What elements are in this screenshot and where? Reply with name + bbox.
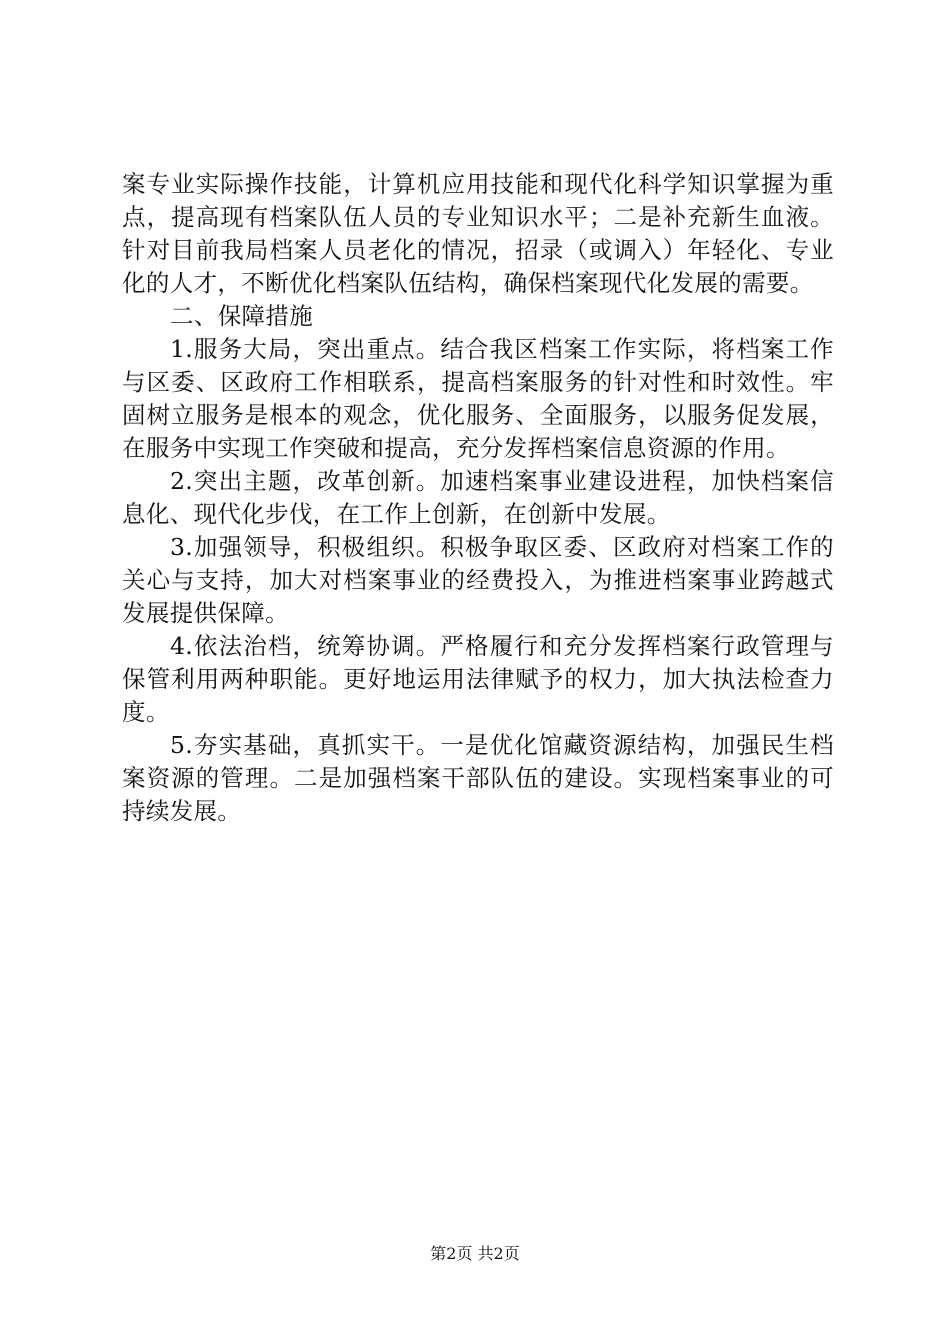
paragraph-measure-1: 1.服务大局，突出重点。结合我区档案工作实际，将档案工作与区委、区政府工作相联系，提高档案服务的针对性和时效性。牢固树立服务是根本的观念，优化服务、全面服务，以服务促发展，在服务中实现工作突破和提高，充分发挥档案信息资源的作用。 xyxy=(122,335,834,462)
paragraph-continuation: 案专业实际操作技能，计算机应用技能和现代化科学知识掌握为重点，提高现有档案队伍人员的专业知识水平；二是补充新生血液。针对目前我局档案人员老化的情况，招录（或调入）年轻化、专业化的人才，不断优化档案队伍结构，确保档案现代化发展的需要。 xyxy=(122,170,834,297)
paragraph-measure-5: 5.夯实基础，真抓实干。一是优化馆藏资源结构，加强民生档案资源的管理。二是加强档案干部队伍的建设。实现档案事业的可持续发展。 xyxy=(122,731,834,825)
paragraph-measure-2: 2.突出主题，改革创新。加速档案事业建设进程，加快档案信息化、现代化步伐，在工作上创新，在创新中发展。 xyxy=(122,467,834,528)
document-body xyxy=(122,168,834,828)
section-heading: 二、保障措施 xyxy=(170,302,314,330)
paragraph-measure-4: 4.依法治档，统筹协调。严格履行和充分发挥档案行政管理与保管利用两种职能。更好地运用法律赋予的权力，加大执法检查力度。 xyxy=(122,632,834,726)
paragraph-measure-3: 3.加强领导，积极组织。积极争取区委、区政府对档案工作的关心与支持，加大对档案事业的经费投入，为推进档案事业跨越式发展提供保障。 xyxy=(122,533,834,627)
page-footer: 第2页 共2页 xyxy=(430,1244,520,1263)
